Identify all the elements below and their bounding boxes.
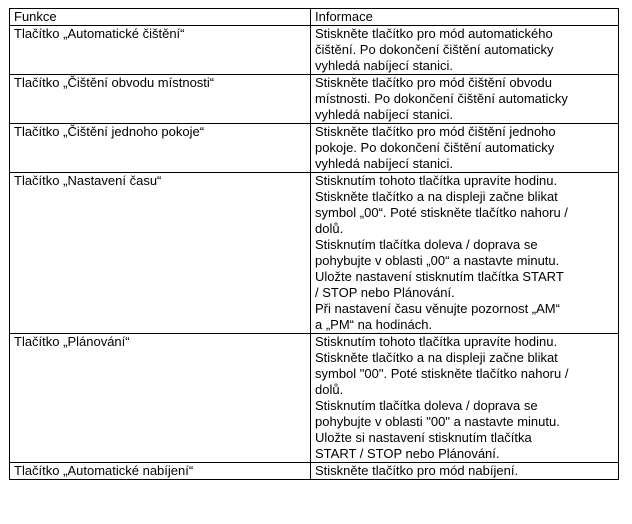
information-line: Stisknutím tohoto tlačítka upravíte hodinu. [315, 173, 558, 188]
information-line: Stiskněte tlačítko a na displeji začne blikat [315, 189, 558, 204]
function-cell [10, 463, 311, 480]
header-function: Funkce [10, 9, 311, 26]
information-cell [311, 463, 619, 480]
information-line: Uložte si nastavení stisknutím tlačítka [315, 430, 532, 445]
function-cell [10, 26, 311, 75]
information-line: vyhledá nabíjecí stanici. [315, 107, 454, 122]
information-cell [311, 334, 619, 463]
function-name: Tlačítko „Automatické čištění“ [14, 26, 185, 41]
function-name: Tlačítko „Automatické nabíjení“ [14, 463, 194, 478]
table-row [10, 124, 619, 173]
function-name: Tlačítko „Čištění jednoho pokoje“ [14, 124, 205, 139]
information-line: Stiskněte tlačítko pro mód čištění jednoho [315, 124, 556, 139]
information-line: pohybujte v oblasti „00“ a nastavte minutu. [315, 253, 560, 268]
information-line: čištění. Po dokončení čištění automaticky [315, 42, 554, 57]
information-cell [311, 75, 619, 124]
information-line: Stiskněte tlačítko pro mód automatického [315, 26, 553, 41]
function-name: Tlačítko „Čištění obvodu místnosti“ [14, 75, 215, 90]
information-line: místnosti. Po dokončení čištění automaticky [315, 91, 568, 106]
information-line: pohybujte v oblasti "00" a nastavte minutu. [315, 414, 560, 429]
information-line: a „PM“ na hodinách. [315, 317, 433, 332]
information-line: START / STOP nebo Plánování. [315, 446, 500, 461]
information-line: Stisknutím tlačítka doleva / doprava se [315, 237, 538, 252]
information-cell [311, 124, 619, 173]
information-line: Stiskněte tlačítko a na displeji začne blikat [315, 350, 558, 365]
function-name: Tlačítko „Plánování“ [14, 334, 130, 349]
information-line: Při nastavení času věnujte pozornost „AM“ [315, 301, 560, 316]
table-row [10, 334, 619, 463]
information-line: Uložte nastavení stisknutím tlačítka START [315, 269, 564, 284]
function-name: Tlačítko „Nastavení času“ [14, 173, 162, 188]
header-information: Informace [311, 9, 619, 26]
table-row [10, 26, 619, 75]
table-header-row [10, 9, 619, 26]
function-cell [10, 124, 311, 173]
function-cell [10, 75, 311, 124]
function-cell [10, 334, 311, 463]
information-line: / STOP nebo Plánování. [315, 285, 455, 300]
information-line: Stisknutím tlačítka doleva / doprava se [315, 398, 538, 413]
information-cell [311, 173, 619, 334]
information-line: vyhledá nabíjecí stanici. [315, 58, 454, 73]
information-line: symbol "00". Poté stiskněte tlačítko nahoru / [315, 366, 569, 381]
table-row [10, 463, 619, 480]
information-line: dolů. [315, 382, 344, 397]
function-cell [10, 173, 311, 334]
information-cell [311, 26, 619, 75]
information-line: dolů. [315, 221, 344, 236]
table-row [10, 75, 619, 124]
table-body [10, 26, 619, 480]
function-table [9, 8, 619, 480]
information-line: vyhledá nabíjecí stanici. [315, 156, 454, 171]
information-line: pokoje. Po dokončení čištění automaticky [315, 140, 555, 155]
information-line: Stiskněte tlačítko pro mód nabíjení. [315, 463, 519, 478]
information-line: Stisknutím tohoto tlačítka upravíte hodinu. [315, 334, 558, 349]
information-line: Stiskněte tlačítko pro mód čištění obvodu [315, 75, 553, 90]
information-line: symbol „00“. Poté stiskněte tlačítko nahoru / [315, 205, 568, 220]
table-row [10, 173, 619, 334]
